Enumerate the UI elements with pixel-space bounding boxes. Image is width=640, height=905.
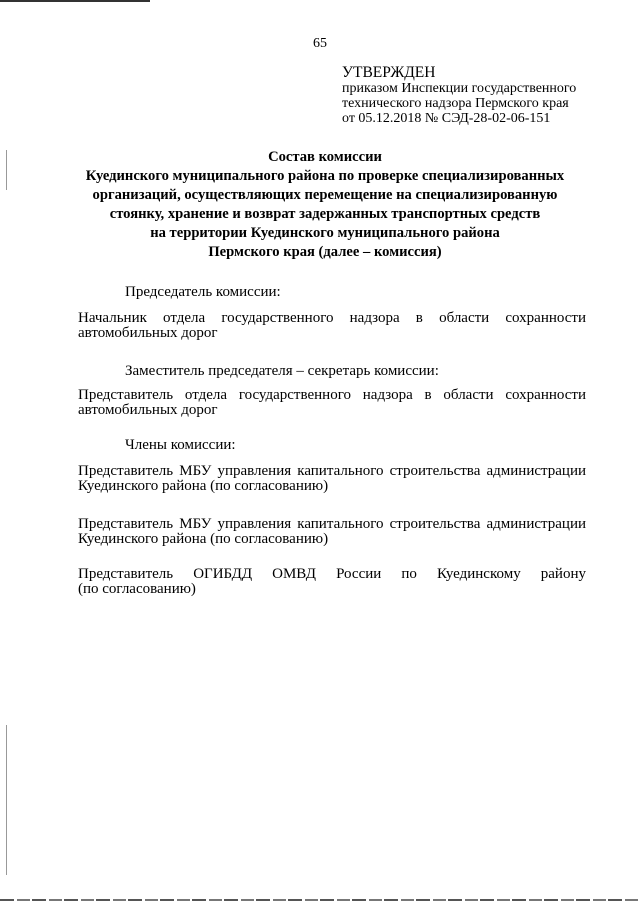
approval-line: приказом Инспекции государственного — [342, 81, 577, 96]
member-entry-line: автомобильных дорог — [78, 402, 218, 418]
document-title-line: Пермского края (далее – комиссия) — [208, 244, 442, 260]
scan-edge-left-mark — [6, 725, 7, 875]
scan-edge-top — [0, 0, 150, 2]
page-number: 65 — [313, 36, 327, 51]
member-entry-line: Представитель МБУ управления капитального строительства администрации — [78, 516, 586, 532]
member-entry-line: Начальник отдела государственного надзора в области сохранности — [78, 310, 586, 326]
member-entry-line: Куединского района (по согласованию) — [78, 478, 329, 494]
section-heading-members: Члены комиссии: — [125, 437, 236, 453]
approval-title: УТВЕРЖДЕН — [342, 64, 436, 81]
section-heading-chairman: Председатель комиссии: — [125, 284, 281, 300]
member-entry-line: Представитель ОГИБДД ОМВД России по Куединскому району — [78, 566, 586, 582]
approval-line: технического надзора Пермского края — [342, 96, 569, 111]
scan-edge-bottom — [0, 899, 640, 901]
member-entry-line: автомобильных дорог — [78, 325, 218, 341]
member-entry-line: Куединского района (по согласованию) — [78, 531, 329, 547]
member-entry — [78, 464, 586, 494]
approval-stamp — [342, 64, 612, 126]
member-entry-line: Представитель отдела государственного надзора в области сохранности — [78, 387, 586, 403]
member-entry-line: Представитель МБУ управления капитального строительства администрации — [78, 463, 586, 479]
document-title-line: стоянку, хранение и возврат задержанных транспортных средств — [109, 206, 541, 222]
document-title-line: Куединского муниципального района по проверке специализированных — [85, 168, 565, 184]
section-heading-deputy: Заместитель председателя – секретарь комиссии: — [125, 363, 439, 379]
document-title — [70, 148, 580, 262]
scan-edge-left-mark — [6, 150, 7, 190]
document-title-line: на территории Куединского муниципального района — [150, 225, 500, 241]
member-entry — [78, 567, 586, 597]
member-entry — [78, 311, 586, 341]
document-title-line: организаций, осуществляющих перемещение на специализированную — [92, 187, 558, 203]
member-entry — [78, 388, 586, 418]
member-entry — [78, 517, 586, 547]
approval-line: от 05.12.2018 № СЭД-28-02-06-151 — [342, 111, 551, 126]
member-entry-line: (по согласованию) — [78, 581, 196, 597]
document-title-line: Состав комиссии — [268, 149, 382, 165]
